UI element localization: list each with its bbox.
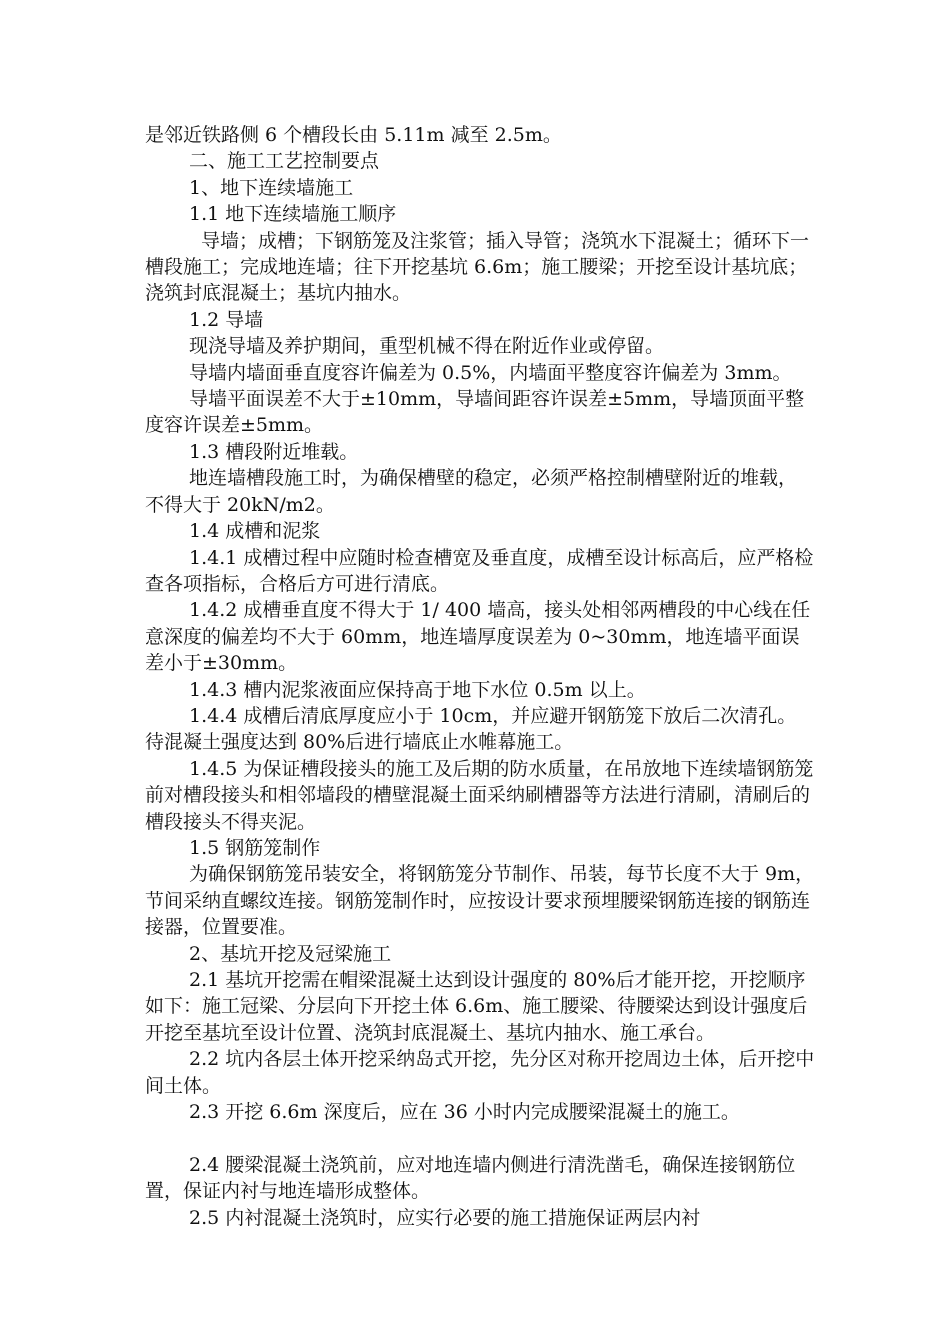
paragraph-2-5: 2.5 内衬混凝土浇筑时，应实行必要的施工措施保证两层内衬 [189,1206,701,1229]
paragraph-rebar-cage: 为确保钢筋笼吊装安全，将钢筋笼分节制作、吊装，每节长度不大于 9m，节间采纳直螺纹连接。钢筋笼制作时，应按设计要求预埋腰梁钢筋连接的钢筋连接器，位置要准。 [145,863,815,939]
subsection-heading-1: 1、地下连续墙施工 [189,176,354,199]
heading-1-3: 1.3 槽段附近堆载。 [189,440,359,463]
paragraph-2-2: 2.2 坑内各层土体开挖采纳岛式开挖，先分区对称开挖周边土体，后开挖中间土体。 [145,1048,815,1097]
paragraph-guide-wall-1: 现浇导墙及养护期间，重型机械不得在附近作业或停留。 [189,335,665,358]
paragraph-load: 地连墙槽段施工时，为确保槽壁的稳定，必须严格控制槽壁附近的堆载，不得大于 20kN/m2。 [145,467,798,516]
paragraph-sequence: 导墙；成槽；下钢筋笼及注浆管；插入导管；浇筑水下混凝土；循环下一槽段施工；完成地连墙；往下开挖基坑 6.6m；施工腰梁；开挖至设计基坑底；浇筑封底混凝土；基坑内抽水。 [145,229,810,305]
paragraph-2-1: 2.1 基坑开挖需在帽梁混凝土达到设计强度的 80%后才能开挖，开挖顺序如下：施工冠梁、分层向下开挖土体 6.6m、施工腰梁、待腰梁达到设计强度后开挖至基坑至设计位置、浇筑封底混凝土、基坑内抽水、施工承台。 [145,969,808,1044]
paragraph-continuation: 是邻近铁路侧 6 个槽段长由 5.11m 减至 2.5m。 [145,124,562,146]
heading-1-1: 1.1 地下连续墙施工顺序 [189,203,397,226]
paragraph-1-4-2: 1.4.2 成槽垂直度不得大于 1/ 400 墙高，接头处相邻两槽段的中心线在任意深度的偏差均不大于 60mm，地连墙厚度误差为 0~30mm，地连墙平面误差小于±30mm。 [145,599,811,675]
paragraph-guide-wall-2: 导墙内墙面垂直度容许偏差为 0.5%，内墙面平整度容许偏差为 3mm。 [189,361,792,384]
paragraph-1-4-5: 1.4.5 为保证槽段接头的施工及后期的防水质量，在吊放地下连续墙钢筋笼前对槽段接头和相邻墙段的槽壁混凝土面采纳刷槽器等方法进行清刷，清刷后的槽段接头不得夹泥。 [145,757,814,833]
paragraph-1-4-1: 1.4.1 成槽过程中应随时检查槽宽及垂直度，成槽至设计标高后，应严格检查各项指标，合格后方可进行清底。 [145,546,814,595]
paragraph-1-4-4: 1.4.4 成槽后清底厚度应小于 10cm，并应避开钢筋笼下放后二次清孔。待混凝土强度达到 80%后进行墙底止水帷幕施工。 [145,704,797,754]
paragraph-1-4-3: 1.4.3 槽内泥浆液面应保持高于地下水位 0.5m 以上。 [189,678,646,701]
subsection-heading-2: 2、基坑开挖及冠梁施工 [189,942,392,965]
document-body [145,122,815,1231]
blank-line [145,1125,815,1151]
paragraph-2-3: 2.3 开挖 6.6m 深度后，应在 36 小时内完成腰梁混凝土的施工。 [189,1101,740,1124]
heading-1-2: 1.2 导墙 [189,308,264,331]
heading-1-4: 1.4 成槽和泥浆 [189,520,321,543]
heading-1-5: 1.5 钢筋笼制作 [189,836,321,859]
paragraph-2-4: 2.4 腰梁混凝土浇筑前，应对地连墙内侧进行清洗凿毛，确保连接钢筋位置，保证内衬与地连墙形成整体。 [145,1153,796,1203]
paragraph-guide-wall-3: 导墙平面误差不大于±10mm，导墙间距容许误差±5mm，导墙顶面平整度容许误差±5mm。 [145,388,805,437]
section-heading-2: 二、施工工艺控制要点 [189,150,380,173]
